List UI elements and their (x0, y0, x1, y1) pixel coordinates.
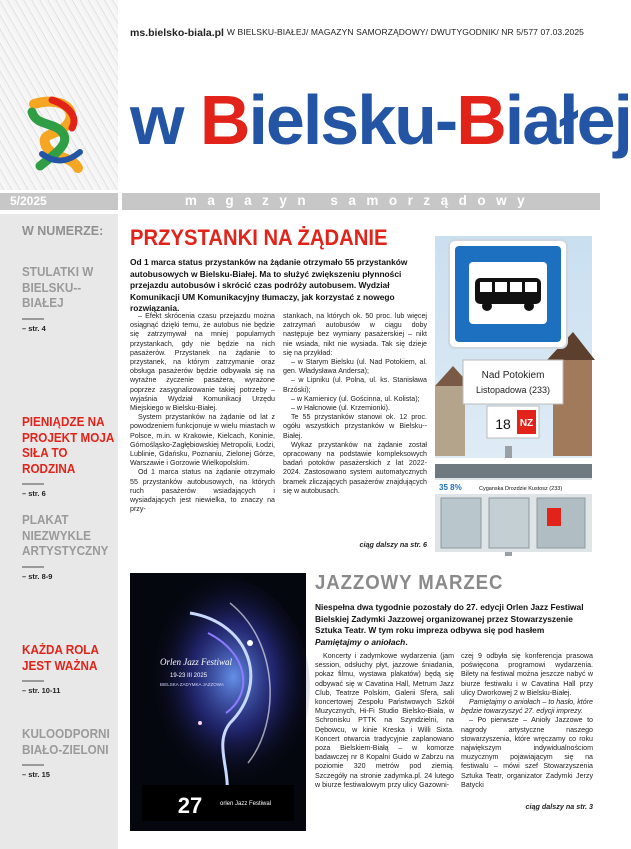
paragraph: Wykaz przystanków na żądanie został opracowany na podstawie kompleksowych badań potoków pasażerskich z lat 2022-2024. Zastosowano system automatycznych bramek zliczających pasażerów znajdujących się w autobusach. (283, 440, 427, 495)
article-column (283, 312, 427, 496)
shelter-stop-name: Cyganska Drozdzie Kustosz (233) (479, 486, 563, 492)
continued-note[interactable]: ciąg dalszy na str. 3 (525, 802, 593, 811)
contents-item[interactable] (22, 414, 114, 498)
contents-item-page: – str. 4 (22, 323, 46, 333)
paragraph: System przystanków na żądanie od lat z powodzeniem funkcjonuje w wielu miastach w Polsce, m.in. w Krakowie, Kielcach, Koninie, Górnośląsko-Zagłębiowskiej Metropolii, Łodzi, Lublinie, Gdańsku, Poznaniu, Zielonej Górze, Warszawie i Gorzowie Wielkopolskim. (130, 413, 275, 468)
paragraph: – w Hałcnowie (ul. Krzemionki). (291, 404, 390, 413)
paragraph: czej 9 odbyła się konferencja prasowa poświęcona programowi wydarzenia. Bilety na festiwal można jeszcze nabyć w biurze festiwalu i w Cavatina Hall przy ulicy Dworkowej 2 w Bielsku-Białej. (461, 652, 593, 697)
contents-item-page: – str. 6 (22, 489, 46, 498)
article-column (130, 312, 275, 514)
paragraph: – Efekt skrócenia czasu przejazdu można osiągnąć dzięki temu, że autobus nie będzie się zatrzymywał na mniej popularnych przystankach, gdy nie będzie na nich pasażerów. Przystanek na żądanie to przystanek, na którym zatrzymanie oraz obsługa pasażerów będzie odbywała się na wyraźne życzenie pasażera, wyrażone poprzez zasygnalizowanie takiej potrzeby – wyjaśnia Wydział Komunikacji Urzędu Miejskiego w Bielsku-Białej. (130, 312, 275, 413)
contents-item[interactable] (22, 642, 114, 695)
article-column (461, 652, 593, 790)
shelter-number: 35 8% (439, 483, 462, 492)
divider (22, 318, 44, 320)
paragraph: Koncerty i zadymkowe wydarzenia (jam session, odsłuchy płyt, jazzowe śniadania, pokaz filmu, wystawa plakatów) będą się odbywać się w Cavatina Hall, Metrum Jazz Club, Teatrze Polskim, Galerii Sfera, sali koncertowej Zespołu Państwowych Szkół Muzycznych, Hi-Fi Studio Bielsko-Biała, w Schronisku PTTK na Szyndzielni, na Dębowcu, w kinie Kreska i Willi Sixta. Koncert otwarcia tradycyjnie zaplanowano poza Bielskiem-Białą – w komorze badawczej nr 8 Kopalni Guido w Zabrzu na poziomie 320 metrów pod ziemią. Szczegóły na stronie zadymka.pl. 24 lutego w biurze festiwalowym przy ulicy Gazowni- (315, 652, 454, 789)
masthead-header (0, 0, 631, 190)
contents-item-title: STULATKI W BIELSKU--BIAŁEJ (22, 264, 94, 310)
divider (22, 764, 44, 766)
article-column (315, 652, 454, 790)
paragraph: stankach, na których ok. 50 proc. lub więcej zatrzymań autobusów w ciągu doby następuje bez wymiany pasażerskiej – nikt nie wsiada, nikt nie wysiada. Tak się dzieje się na przykład: (283, 312, 427, 357)
city-logo-icon (22, 92, 94, 176)
article-title: PRZYSTANKI NA ŻĄDANIE (130, 225, 388, 250)
divider (22, 483, 44, 485)
paragraph: – w Starym Bielsku (ul. Nad Potokiem, al. gen. Władysława Andersa); (283, 358, 427, 376)
issue-number: 5/2025 (10, 194, 47, 208)
issue-info: W BIELSKU-BIAŁEJ/ MAGAZYN SAMORZĄDOWY/ DWUTYGODNIK/ NR 5/577 07.03.2025 (226, 27, 584, 37)
poster-footer-label: orlen Jazz Festiwal (220, 801, 272, 807)
stop-name-line2: Listopadowa (233) (475, 385, 551, 395)
paragraph: – w Lipniku (ul. Polna, ul. ks. Stanisława Brzóski); (283, 376, 427, 394)
contents-item-page: – str. 8-9 (22, 571, 53, 581)
contents-item-title: PIENIĄDZE NA PROJEKT MOJA SIŁA TO RODZINA (22, 414, 114, 476)
paragraph: Pamiętajmy o aniołach – to hasło, które będzie towarzyszyć 27. edycji imprezy. (461, 698, 593, 716)
divider (22, 566, 44, 568)
contents-item[interactable] (22, 264, 114, 333)
paragraph: – w Kamienicy (ul. Gościnna, ul. Kolista); (291, 394, 420, 403)
contents-heading: W NUMERZE: (22, 224, 104, 238)
stop-name-line1: Nad Potokiem (481, 370, 545, 381)
poster-organizer: BIELSKA ZADYMKA JAZZOWA (160, 682, 224, 687)
divider (22, 680, 44, 682)
on-request-badge: NZ (519, 418, 534, 429)
article-lead: Od 1 marca status przystanków na żądanie otrzymało 55 przystanków autobusowych w Bielsku-Białej. Ma to służyć zwiększeniu płynności przejazdu autobusów i skrócić czas podróży autobusem. Wydział Komunikacji UM Komunikacyjny tłumaczy, jak korzystać z nowego rozwiązania. (130, 257, 408, 313)
paragraph: Od 1 marca status na żądanie otrzymało 55 przystanków autobusowych, na których ruch pasażerów wsiadających i wysiadających jest niewielka, to znaczy na przy- (130, 468, 275, 514)
site-url[interactable]: ms.bielsko-biala.pl (130, 27, 224, 39)
contents-item[interactable] (22, 512, 114, 581)
poster-small-title: Orlen Jazz Festiwal (160, 657, 232, 667)
contents-item[interactable] (22, 726, 114, 779)
paragraph: Te 55 przystanków stanowi ok. 12 proc. ogółu wszystkich przystanków w Bielsku--Białej. (283, 413, 427, 440)
contents-item-title: PLAKAT NIEZWYKLE ARTYSTYCZNY (22, 512, 109, 558)
bus-stop-photo (435, 236, 592, 552)
masthead-title: w Bielsku-Białej (130, 81, 631, 159)
contents-item-page: – str. 15 (22, 770, 50, 779)
jazz-festival-poster (130, 573, 306, 831)
contents-item-page: – str. 10-11 (22, 686, 61, 695)
article-lead: Niespełna dwa tygodnie pozostały do 27. edycji Orlen Jazz Festiwal Bielskiej Zadymki Jazzowej organizowanej przez Stowarzyszenie Sztuka Teatr. W tym roku impreza odbywa się pod hasłem Pamiętajmy o aniołach. (315, 602, 584, 647)
continued-note[interactable]: ciąg dalszy na str. 6 (359, 540, 427, 549)
paragraph: – Po pierwsze – Anioły Jazzowe to nagrody artystyczne naszego stowarzyszenia, które wręczamy co roku największym indywidualnościom muzycznym pojawiającym się na festiwalu – mówi szef Stowarzyszenia Sztuka Teatr, organizator Zadymki Jerzy Batycki (461, 716, 593, 789)
contents-item-title: KAŻDA ROLA JEST WAŻNA (22, 642, 99, 673)
article-title: JAZZOWY MARZEC (315, 572, 504, 594)
poster-edition: 27 (177, 793, 203, 818)
line-number: 18 (495, 416, 511, 432)
poster-dates: 19-23 III 2025 (170, 673, 208, 679)
magazine-subtitle: magazyn samorządowy (184, 193, 536, 208)
contents-item-title: KULOODPORNI BIAŁO-ZIELONI (22, 726, 110, 757)
